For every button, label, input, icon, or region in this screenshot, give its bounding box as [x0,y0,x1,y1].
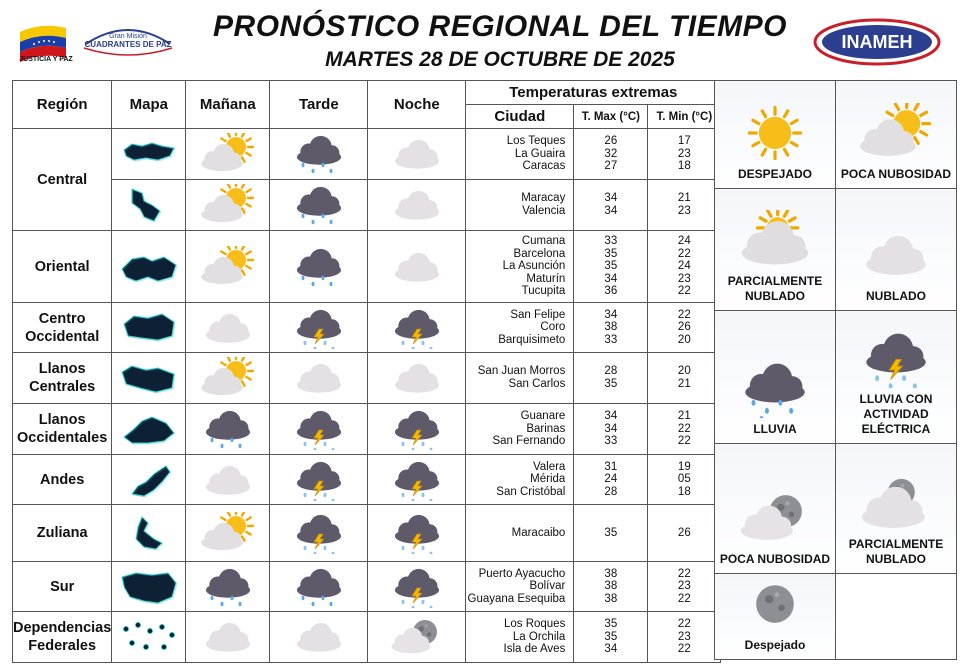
legend-cell [715,444,836,574]
night-clear-legend-icon [732,574,818,634]
tmin-value: 21 [677,410,691,423]
tmax-value: 34 [604,410,618,423]
legend-label: NUBLADO [866,289,926,303]
rain-icon [287,184,351,226]
night-cell [368,353,466,404]
legend-label: POCA NUBOSIDAD [719,552,831,566]
night-cell [368,455,466,505]
morning-cell [186,455,270,505]
header-afternoon: Tarde [270,81,368,129]
cloudy-icon [385,357,449,399]
map-cell [112,303,186,353]
legend-label: DESPEJADO [737,167,813,181]
legend-label: PARCIALMENTE NUBLADO [727,274,823,303]
partly-cloudy-icon [196,246,260,288]
storm-icon [385,307,449,349]
night-cell [368,303,466,353]
tmin-value: 22 [677,567,691,580]
city-name: Puerto Ayacucho [478,567,566,580]
legend-empty-cell [836,574,957,660]
map-cell [112,180,186,231]
city-name: San Fernando [492,435,566,448]
cloudy-legend-icon [853,225,939,285]
partly-cloudy-icon [196,184,260,226]
afternoon-cell [270,231,368,303]
tmax-value: 34 [604,422,618,435]
legend-table [714,80,957,660]
partly-cloudy-icon [196,512,260,554]
morning-cell [186,562,270,612]
tmax-cell [574,562,648,612]
city-name: Guanare [520,410,566,423]
city-name: Coro [540,321,566,334]
map-cell [112,353,186,404]
header-city: Ciudad [466,105,574,129]
legend-label: LLUVIA [753,422,797,436]
city-name: Barquisimeto [498,333,566,346]
legend-label: Despejado [744,638,806,652]
storm-icon [287,408,351,450]
storm-icon [287,459,351,501]
afternoon-cell [270,505,368,562]
tmin-value: 23 [677,272,691,285]
tmax-cell [574,231,648,303]
storm-icon [385,566,449,608]
tmax-value: 28 [604,365,618,378]
legend-row [715,311,957,444]
city-name: Cumana [521,235,566,248]
region-map-icon [118,409,180,449]
tmin-value: 19 [677,460,691,473]
region-name: Central [13,129,112,231]
header-tmax: T. Max (°C) [574,105,648,129]
tmin-cell [648,562,721,612]
morning-cell [186,303,270,353]
city-name: Los Roques [503,618,566,631]
tmin-value: 23 [677,580,691,593]
legend-row [715,81,957,189]
tmax-value: 31 [604,460,618,473]
legend-cell [715,311,836,444]
morning-cell [186,505,270,562]
logo2-line1: Gran Misión [109,33,147,40]
tmax-value: 28 [604,485,618,498]
legend-cell [836,189,957,311]
cities-cell [466,129,574,180]
cities-cell [466,231,574,303]
cities-cell [466,180,574,231]
partly-cloudy-icon [196,357,260,399]
tmax-cell [574,180,648,231]
map-cell [112,404,186,455]
clear-legend-icon [732,103,818,163]
tmax-value: 33 [604,235,618,248]
night-cell [368,612,466,663]
tmax-value: 35 [604,526,618,539]
page-subtitle: MARTES 28 DE OCTUBRE DE 2025 [325,48,675,71]
cities-cell [466,303,574,353]
cities-cell [466,404,574,455]
tmax-value: 33 [604,333,618,346]
header-region: Región [13,81,112,129]
cloudy-icon [196,616,260,658]
legend-row [715,444,957,574]
cloudy-icon [287,616,351,658]
night-cell [368,180,466,231]
region-map-icon [118,513,180,553]
forecast-row [13,612,721,663]
city-name: Maturín [526,272,566,285]
justicia-paz-caption: JUSTICIA Y PAZ [19,56,73,63]
tmin-value: 22 [677,435,691,448]
legend-label: PARCIALMENTE NUBLADO [848,537,944,566]
tmin-value: 21 [677,378,691,390]
region-map-icon [118,567,180,607]
forecast-table [12,80,721,663]
morning-cell [186,404,270,455]
rain-icon [287,246,351,288]
tmin-value: 21 [677,192,691,205]
map-cell [112,505,186,562]
map-cell [112,562,186,612]
header-map: Mapa [112,81,186,129]
afternoon-cell [270,404,368,455]
region-map-icon [118,247,180,287]
cloudy-icon [287,357,351,399]
city-name: Valera [532,460,566,473]
rain-icon [196,566,260,608]
tmax-cell [574,455,648,505]
legend-label: LLUVIA CON ACTIVIDAD ELÉCTRICA [859,392,933,436]
tmax-cell [574,353,648,404]
region-name: Andes [13,455,112,505]
legend-cell [715,574,836,660]
city-name: Los Teques [506,135,566,148]
tmax-cell [574,612,648,663]
tmin-value: 22 [677,285,691,298]
cities-cell [466,353,574,404]
forecast-row [13,129,721,180]
night-cell [368,129,466,180]
partly-cloudy-icon [196,133,260,175]
legend-row [715,189,957,311]
tmin-value: 24 [677,260,691,273]
region-name: Oriental [13,231,112,303]
night-cell [368,231,466,303]
city-name: Tucupita [521,285,566,298]
tmin-value: 05 [677,473,691,486]
city-name: Barcelona [513,247,566,260]
city-name: Bolívar [529,580,566,593]
morning-cell [186,180,270,231]
tmin-value: 18 [677,485,691,498]
tmin-cell [648,231,721,303]
tmax-value: 27 [604,160,618,173]
cloudy-icon [385,184,449,226]
storm-icon [287,307,351,349]
map-cell [112,612,186,663]
tmax-cell [574,404,648,455]
night-partly-legend-icon [732,488,818,548]
tmax-value: 38 [604,592,618,605]
afternoon-cell [270,129,368,180]
tmax-cell [574,303,648,353]
tmin-value: 23 [677,630,691,643]
tmin-value: 26 [677,526,691,539]
rain-legend-icon [732,358,818,418]
forecast-row [13,562,721,612]
night-cell [368,562,466,612]
tmax-value: 35 [604,260,618,273]
tmin-cell [648,455,721,505]
forecast-row [13,231,721,303]
header-night: Noche [368,81,466,129]
tmin-cell [648,303,721,353]
tmin-value: 20 [677,333,691,346]
night-cell [368,505,466,562]
tmin-value: 22 [677,592,691,605]
forecast-row [13,353,721,404]
tmin-value: 26 [677,321,691,334]
cities-cell [466,455,574,505]
partly-cloudy-legend-icon [853,103,939,163]
storm-legend-icon [853,328,939,388]
night-cell [368,404,466,455]
forecast-row [13,455,721,505]
tmin-value: 22 [677,618,691,631]
tmax-cell [574,129,648,180]
legend-cell [836,81,957,189]
tmin-value: 18 [677,160,691,173]
tmin-cell [648,180,721,231]
tmax-value: 35 [604,630,618,643]
region-name: Centro Occidental [13,303,112,353]
tmax-value: 33 [604,435,618,448]
map-cell [112,455,186,505]
night-mostly-legend-icon [853,473,939,533]
city-name: Maracaibo [511,526,566,539]
region-name: Zuliana [13,505,112,562]
city-name: Valencia [522,205,566,217]
legend-cell [836,444,957,574]
afternoon-cell [270,455,368,505]
region-map-icon [118,308,180,348]
cloudy-icon [385,246,449,288]
header-morning: Mañana [186,81,270,129]
cities-cell [466,505,574,562]
legend-cell [715,189,836,311]
afternoon-cell [270,562,368,612]
tmin-value: 20 [677,365,691,378]
tmax-value: 35 [604,378,618,390]
tmax-value: 26 [604,135,618,148]
mostly-cloudy-legend-icon [732,210,818,270]
city-name: San Felipe [510,308,566,321]
rain-icon [287,566,351,608]
region-name: Sur [13,562,112,612]
tmax-value: 38 [604,567,618,580]
region-name: Dependencias Federales [13,612,112,663]
storm-icon [385,408,449,450]
storm-icon [287,512,351,554]
region-map-icon [118,460,180,500]
tmin-value: 22 [677,308,691,321]
tmin-value: 22 [677,247,691,260]
tmax-value: 34 [604,272,618,285]
inameh-text: INAMEH [841,32,913,52]
city-name: Guayana Esequiba [467,592,566,605]
afternoon-cell [270,612,368,663]
header [0,0,960,80]
tmax-value: 34 [604,308,618,321]
map-cell [112,231,186,303]
header-tmin: T. Min (°C) [648,105,721,129]
rain-icon [287,133,351,175]
tmax-value: 38 [604,580,618,593]
city-name: Maracay [521,192,566,205]
tmin-value: 22 [677,422,691,435]
tmin-value: 23 [677,147,691,160]
legend-cell [715,81,836,189]
tmax-value: 32 [604,147,618,160]
legend-cell [836,311,957,444]
region-name: Llanos Centrales [13,353,112,404]
cloudy-icon [196,307,260,349]
city-name: Mérida [530,473,566,486]
tmin-value: 24 [677,235,691,248]
storm-icon [385,512,449,554]
cloudy-icon [385,133,449,175]
forecast-row [13,180,721,231]
afternoon-cell [270,303,368,353]
cloudy-icon [196,459,260,501]
tmax-value: 38 [604,321,618,334]
tmin-cell [648,612,721,663]
map-cell [112,129,186,180]
legend-label: POCA NUBOSIDAD [840,167,952,181]
storm-icon [385,459,449,501]
morning-cell [186,353,270,404]
morning-cell [186,231,270,303]
afternoon-cell [270,353,368,404]
tmin-cell [648,353,721,404]
tmin-value: 22 [677,643,691,656]
city-name: La Guaira [514,147,566,160]
region-name: Llanos Occidentales [13,404,112,455]
tmin-cell [648,129,721,180]
forecast-row [13,303,721,353]
tmax-value: 34 [604,205,618,217]
region-map-icon [118,617,180,657]
logo2-line2: CUADRANTES DE PAZ [84,40,172,49]
city-name: San Cristóbal [496,485,566,498]
legend-row [715,574,957,660]
region-map-icon [118,185,180,225]
city-name: La Orchila [512,630,566,643]
tmin-cell [648,404,721,455]
tmax-value: 36 [604,285,618,298]
tmax-value: 34 [604,643,618,656]
tmin-value: 17 [677,135,691,148]
inameh-logo [812,16,942,68]
city-name: Caracas [522,160,566,173]
forecast-row [13,505,721,562]
city-name: Isla de Aves [503,643,566,656]
region-map-icon [118,358,180,398]
rain-icon [196,408,260,450]
header-temps: Temperaturas extremas [466,81,721,105]
forecast-row [13,404,721,455]
morning-cell [186,612,270,663]
afternoon-cell [270,180,368,231]
tmax-value: 35 [604,618,618,631]
city-name: La Asunción [502,260,566,273]
tmax-cell [574,505,648,562]
tmin-cell [648,505,721,562]
city-name: Barinas [526,422,566,435]
city-name: San Carlos [508,378,566,390]
tmax-value: 35 [604,247,618,260]
morning-cell [186,129,270,180]
cities-cell [466,562,574,612]
tmin-value: 23 [677,205,691,217]
cities-cell [466,612,574,663]
tmax-value: 24 [604,473,618,486]
region-map-icon [118,134,180,174]
city-name: San Juan Morros [477,365,566,378]
tmax-value: 34 [604,192,618,205]
page-title: PRONÓSTICO REGIONAL DEL TIEMPO [213,10,787,43]
night-partly-icon [385,616,449,658]
